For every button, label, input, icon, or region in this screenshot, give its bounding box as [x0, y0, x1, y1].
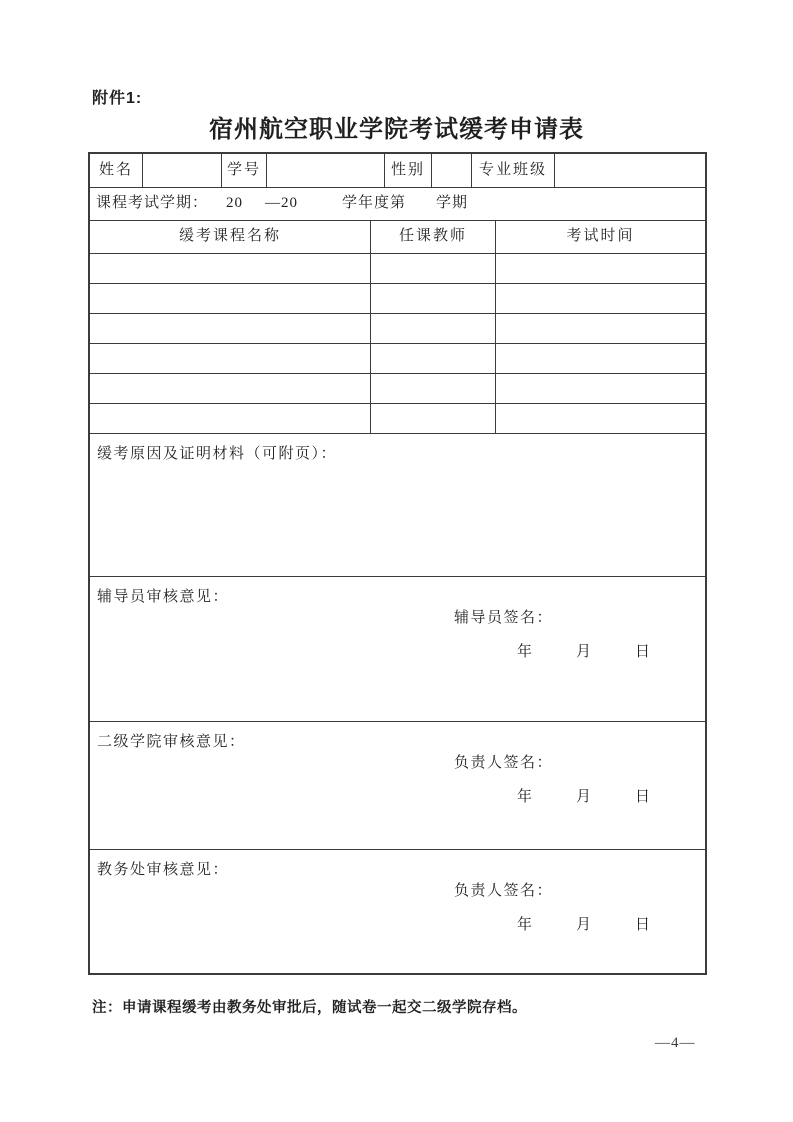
course-cell[interactable] [90, 284, 371, 313]
course-cell[interactable] [496, 404, 705, 433]
semester-label: 课程考试学期： [96, 195, 209, 211]
year-label: 年 [516, 644, 532, 660]
college-date-line [90, 785, 705, 819]
name-label: 姓名 [90, 154, 143, 187]
table-row [90, 374, 705, 404]
month-label: 月 [575, 644, 591, 660]
gender-field[interactable] [432, 154, 472, 187]
course-rows [90, 254, 705, 434]
college-signature-label: 负责人签名： [453, 755, 553, 771]
dean-office-review-label: 教务处审核意见： [97, 862, 230, 878]
counselor-signature-label: 辅导员签名： [453, 610, 553, 626]
dean-office-date-line [90, 913, 705, 947]
course-cell[interactable] [371, 254, 496, 283]
counselor-review-section [90, 577, 705, 722]
year-label: 年 [516, 917, 532, 933]
table-row [90, 314, 705, 344]
exam-time-header: 考试时间 [566, 228, 635, 244]
reason-field[interactable] [90, 434, 705, 576]
counselor-date-line [90, 640, 705, 674]
course-name-header: 缓考课程名称 [90, 221, 371, 253]
day-label: 日 [634, 644, 650, 660]
table-row [90, 404, 705, 434]
dean-office-review-field[interactable] [90, 850, 705, 947]
semester-tail: 学期 [436, 195, 469, 211]
page-title: 宿州航空职业学院考试缓考申请表 [209, 116, 584, 143]
semester-year-prefix: 20 [226, 195, 244, 211]
dean-office-review-section [90, 850, 705, 973]
table-row [90, 254, 705, 284]
month-label: 月 [575, 917, 591, 933]
course-cell[interactable] [371, 314, 496, 343]
table-row [90, 284, 705, 314]
dean-office-signature-label: 负责人签名： [453, 883, 553, 899]
course-cell[interactable] [90, 374, 371, 403]
course-cell[interactable] [371, 374, 496, 403]
year-label: 年 [516, 789, 532, 805]
course-cell[interactable] [371, 344, 496, 373]
footer-note: 注：申请课程缓考由教务处审批后，随试卷一起交二级学院存档。 [92, 1000, 527, 1016]
counselor-review-label: 辅导员审核意见： [97, 589, 230, 605]
reason-label: 缓考原因及证明材料（可附页）： [97, 446, 338, 462]
counselor-review-field[interactable] [90, 577, 705, 674]
teacher-header: 任课教师 [371, 221, 496, 253]
table-row [90, 344, 705, 374]
student-id-label: 学号 [222, 154, 267, 187]
attachment-label: 附件1: [92, 90, 143, 107]
day-label: 日 [634, 917, 650, 933]
course-cell[interactable] [371, 404, 496, 433]
name-field[interactable] [143, 154, 222, 187]
course-cell[interactable] [90, 344, 371, 373]
day-label: 日 [634, 789, 650, 805]
course-cell[interactable] [90, 314, 371, 343]
student-id-field[interactable] [267, 154, 385, 187]
course-cell[interactable] [371, 284, 496, 313]
course-cell[interactable] [496, 374, 705, 403]
class-field[interactable] [555, 154, 705, 187]
page-number: —4— [655, 1035, 696, 1051]
semester-field[interactable] [90, 188, 705, 220]
college-review-label: 二级学院审核意见： [97, 734, 246, 750]
info-row [90, 154, 705, 188]
course-cell[interactable] [496, 284, 705, 313]
class-label: 专业班级 [472, 154, 555, 187]
semester-year-suffix: —20 [265, 195, 299, 211]
deferral-application-form [88, 152, 707, 975]
college-review-section [90, 722, 705, 850]
course-cell[interactable] [496, 344, 705, 373]
semester-row [90, 188, 705, 221]
course-cell[interactable] [90, 404, 371, 433]
semester-middle: 学年度第 [342, 195, 407, 211]
college-review-field[interactable] [90, 722, 705, 819]
month-label: 月 [575, 789, 591, 805]
course-cell[interactable] [496, 314, 705, 343]
reason-section [90, 434, 705, 577]
course-cell[interactable] [90, 254, 371, 283]
course-table-header [90, 221, 705, 254]
gender-label: 性别 [385, 154, 432, 187]
course-cell[interactable] [496, 254, 705, 283]
